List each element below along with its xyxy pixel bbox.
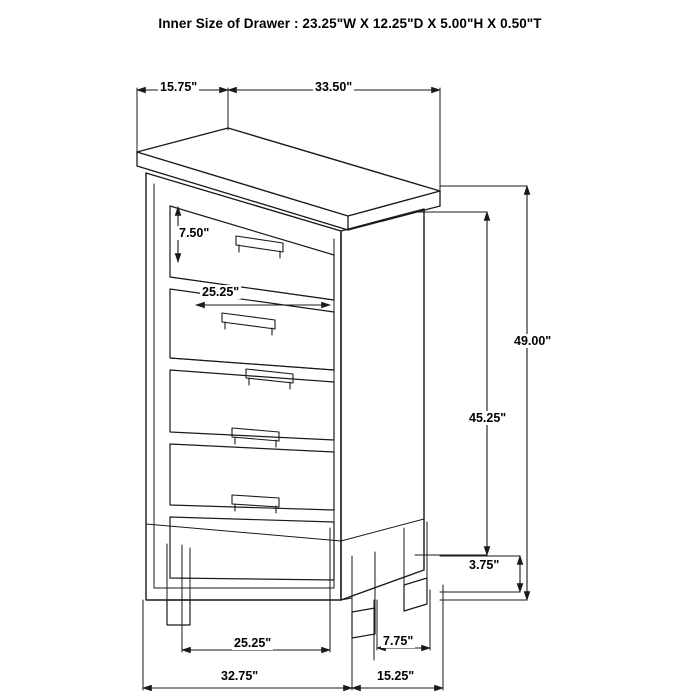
dim-leg-height: 3.75": [469, 558, 500, 572]
page-title: Inner Size of Drawer : 23.25"W X 12.25"D X 5.00"H X 0.50"T: [158, 16, 542, 31]
dim-case-height: 45.25": [469, 411, 507, 425]
dim-overall-depth: 15.25": [377, 669, 415, 683]
dim-bottom-side-depth: 7.75": [383, 634, 414, 648]
dim-top-depth: 15.75": [160, 80, 198, 94]
dim-drawer-height: 7.50": [179, 226, 210, 240]
dim-drawer-width: 25.25": [202, 285, 240, 299]
dim-top-width: 33.50": [315, 80, 353, 94]
dim-bottom-drawer-width: 25.25": [234, 636, 272, 650]
dim-total-height: 49.00": [514, 334, 552, 348]
dim-overall-width: 32.75": [221, 669, 259, 683]
